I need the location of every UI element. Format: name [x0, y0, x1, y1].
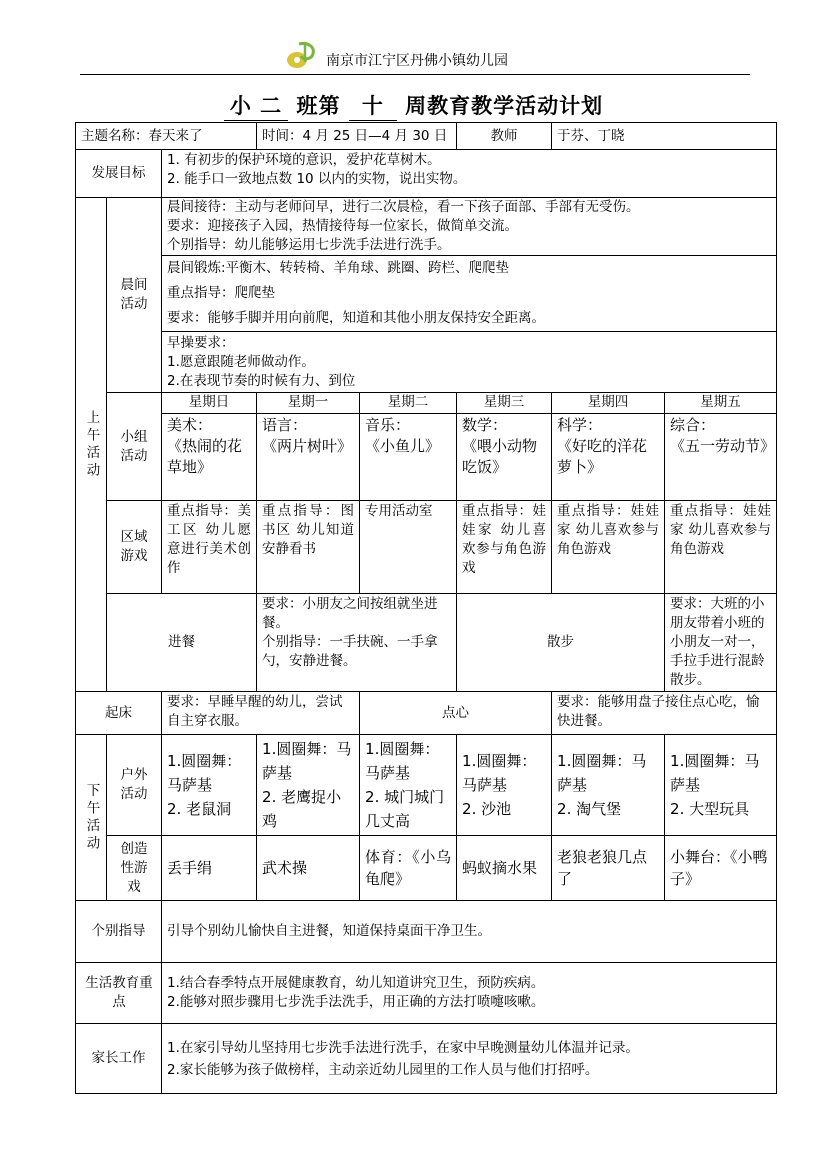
drill-line: 早操要求：	[167, 335, 235, 351]
day-header: 星期三	[457, 393, 551, 414]
life-row	[76, 963, 777, 1024]
parent-row	[76, 1024, 777, 1094]
meal-row	[76, 594, 777, 692]
morning-label: 上午活动	[76, 198, 107, 692]
outdoor-item: 1.圆圈舞：马萨基 2. 淘气堡	[552, 735, 665, 836]
outdoor-item: 1.圆圈舞：马萨基 2. 老鼠洞	[162, 735, 257, 836]
meal-req: 要求：小朋友之间按组就坐进餐。	[262, 596, 438, 631]
area-item: 重点指导：娃娃家 幼儿喜欢参与角色游戏	[457, 501, 552, 594]
group-monday: 星期一 语言： 《两片树叶》	[257, 393, 360, 501]
creative-item: 武术操	[257, 836, 360, 901]
theme-cell: 主题名称：春天来了	[76, 123, 257, 150]
outdoor-item: 1.圆圈舞：马萨基 2. 城门城门几丈高	[360, 735, 457, 836]
group-friday: 星期五 综合： 《五一劳动节》	[665, 393, 777, 501]
individual-label: 个别指导	[76, 901, 162, 963]
creative-item: 丢手绢	[162, 836, 257, 901]
life-line: 1.结合春季特点开展健康教育，幼儿知道讲究卫生，预防疾病。	[167, 975, 545, 991]
day-header: 星期二	[360, 393, 456, 414]
reception-line: 个别指导：幼儿能够运用七步洗手法进行洗手。	[167, 237, 451, 253]
group-sunday: 星期日 美术： 《热闹的花草地》	[162, 393, 257, 501]
page-header	[80, 38, 750, 75]
walk-label: 散步	[457, 594, 665, 692]
goal-row	[76, 150, 777, 198]
creative-item: 蚂蚁摘水果	[457, 836, 552, 901]
individual-content: 引导个别幼儿愉快自主进餐，知道保持桌面干净卫生。	[162, 901, 777, 963]
area-item: 重点指导：图书区 幼儿知道安静看书	[257, 501, 360, 594]
life-content	[162, 963, 777, 1024]
school-name: 南京市江宁区丹佛小镇幼儿园	[326, 53, 508, 69]
area-item: 专用活动室	[360, 501, 457, 594]
wake-row	[76, 692, 777, 735]
group-thursday: 星期四 科学： 《好吃的洋花萝卜》	[552, 393, 665, 501]
outdoor-label: 户外活动	[107, 735, 162, 836]
life-line: 2.能够对照步骤用七步洗手法洗手，用正确的方法打喷嚏咳嗽。	[167, 994, 545, 1010]
outdoor-item: 1.圆圈舞：马萨基 2. 老鹰捉小鸡	[257, 735, 360, 836]
kindergarten-logo-icon	[285, 40, 319, 70]
page-title	[0, 90, 827, 121]
goal-line: 1. 有初步的保护环境的意识，爱护花草树木。	[167, 152, 441, 168]
reception-line: 要求：迎接孩子入园，热情接待每一位家长，做简单交流。	[167, 218, 518, 234]
area-label: 区域游戏	[107, 501, 162, 594]
area-item: 重点指导：娃娃家 幼儿喜欢参与角色游戏	[552, 501, 665, 594]
snack-label: 点心	[360, 692, 552, 735]
group-tuesday: 星期二 音乐： 《小鱼儿》	[360, 393, 457, 501]
parent-line: 1.在家引导幼儿坚持用七步洗手法进行洗手，在家中早晚测量幼儿体温并记录。	[167, 1039, 639, 1056]
exercise-line: 晨间锻炼:平衡木、转转椅、羊角球、跳圈、跨栏、爬爬垫	[167, 260, 510, 276]
creative-row	[76, 836, 777, 901]
walk-content: 要求：大班的小朋友带着小班的小朋友一对一，手拉手进行混龄散步。	[665, 594, 777, 692]
area-item: 重点指导：娃娃家 幼儿喜欢参与角色游戏	[665, 501, 777, 594]
meal-guide: 个别指导：一手扶碗、一手拿勺，安静进餐。	[262, 634, 438, 669]
area-row	[76, 501, 777, 594]
goal-label: 发展目标	[76, 150, 162, 198]
day-header: 星期一	[257, 393, 359, 414]
snack-content: 要求：能够用盘子接住点心吃，愉快进餐。	[552, 692, 777, 735]
week-number: 十	[349, 90, 397, 121]
reception-line: 晨间接待：主动与老师问早，进行二次晨检，看一下孩子面部、手部有无受伤。	[167, 199, 640, 215]
life-label: 生活教育重 点	[76, 963, 162, 1024]
afternoon-label: 下午活动	[76, 735, 107, 901]
meal-content	[257, 594, 457, 692]
title-suffix: 周教育教学活动计划	[405, 93, 604, 118]
group-wednesday: 星期三 数学： 《喂小动物吃饭》	[457, 393, 552, 501]
outdoor-item: 1.圆圈舞：马萨基 2. 沙池	[457, 735, 552, 836]
day-header: 星期五	[665, 393, 776, 414]
individual-row	[76, 901, 777, 963]
outdoor-row	[76, 735, 777, 836]
drill-line: 1.愿意跟随老师做动作。	[167, 354, 315, 370]
area-item: 重点指导：美工区 幼儿愿意进行美术创作	[162, 501, 257, 594]
goal-line: 2. 能手口一致地点数 10 以内的实物，说出实物。	[167, 171, 467, 187]
teacher-names: 于芬、丁晓	[552, 123, 777, 150]
creative-label: 创造性游戏	[107, 836, 162, 901]
exercise-req-line: 要求：能够手脚并用向前爬，知道和其他小朋友保持安全距离。	[167, 310, 545, 326]
morning-content	[162, 198, 777, 393]
meal-label: 进餐	[107, 594, 257, 692]
outdoor-item: 1.圆圈舞：马萨基 2. 大型玩具	[665, 735, 777, 836]
info-row	[76, 123, 777, 150]
morning-row	[76, 198, 777, 393]
group-row	[76, 393, 777, 501]
teacher-label: 教师	[457, 123, 552, 150]
parent-line: 2.家长能够为孩子做榜样，主动亲近幼儿园里的工作人员与他们打招呼。	[167, 1061, 599, 1078]
wake-content: 要求：早睡早醒的幼儿，尝试自主穿衣服。	[162, 692, 360, 735]
day-header: 星期日	[162, 393, 256, 414]
title-mid: 班第	[296, 93, 341, 118]
creative-item: 老狼老狼几点了	[552, 836, 665, 901]
drill-line: 2.在表现节奏的时候有力、到位	[167, 373, 356, 389]
parent-content	[162, 1024, 777, 1094]
focus-line: 重点指导：爬爬垫	[167, 285, 275, 301]
goal-content	[162, 150, 777, 198]
parent-label: 家长工作	[76, 1024, 162, 1094]
wake-label: 起床	[76, 692, 162, 735]
time-cell: 时间：4 月 25 日—4 月 30 日	[257, 123, 457, 150]
group-label: 小组活动	[107, 393, 162, 501]
creative-item: 小舞台：《小鸭子》	[665, 836, 777, 901]
day-header: 星期四	[552, 393, 664, 414]
creative-item: 体育：《小乌龟爬》	[360, 836, 457, 901]
class-name: 小 二	[224, 90, 288, 121]
morning-sub-label: 晨间活动	[107, 198, 162, 393]
plan-table	[75, 122, 777, 1094]
